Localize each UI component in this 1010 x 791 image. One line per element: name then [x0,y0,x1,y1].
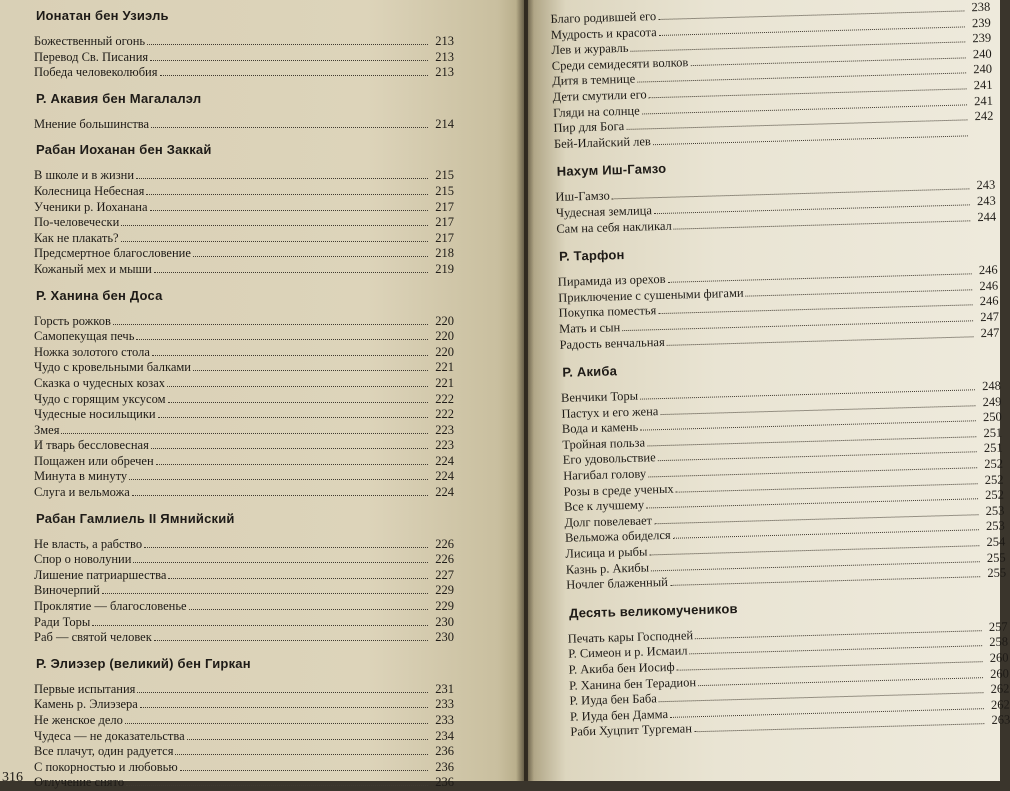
entry-title: Горсть рожков [34,313,111,328]
dot-leader [102,593,428,594]
entry-page-number: 221 [435,375,454,390]
dot-leader [180,770,428,771]
entry-title: Раб — святой человек [34,630,152,645]
entry-page-number: 244 [977,209,997,224]
toc-entry [34,485,454,501]
entry-title: Пастух и его жена [561,403,659,421]
entry-page-number: 250 [982,409,1002,425]
entry-title: Пощажен или обречен [34,453,154,468]
toc-entry [34,65,454,81]
entry-page-number: 229 [435,583,454,598]
entry-page-number: 220 [435,344,454,359]
entry-page-number: 238 [971,0,991,15]
toc-entry [34,246,454,262]
entry-title: Среди семидесяти волков [551,54,689,73]
entry-title: Вода и камень [561,419,639,437]
toc-entry [34,200,454,216]
entry-title: Р. Акиба бен Иосиф [568,659,675,677]
toc-entry [34,34,454,50]
section-title: Рабан Гамлиель II Ямнийский [36,510,235,526]
entry-title: Благо родившей его [550,9,657,26]
page-number: 316 [2,770,23,785]
section-title: Р. Акиба [562,363,618,380]
dot-leader [132,495,428,496]
entry-title: Первые испытания [34,681,136,696]
toc-entry [34,454,454,470]
section-title: Рабан Иоханан бен Заккай [36,142,212,158]
entry-title: Сказка о чудесных козах [34,375,166,390]
entry-page-number: 254 [986,534,1006,550]
right-contents-column [550,0,1010,741]
entry-page-number: 224 [435,453,454,468]
entry-title: Казнь р. Акибы [565,560,650,577]
section-title: Р. Элиэзер (великий) бен Гиркан [36,655,251,671]
entry-page-number: 220 [435,329,454,344]
entry-page-number: 253 [985,503,1005,518]
entry-page-number: 223 [435,422,454,437]
toc-entry [34,599,454,615]
entry-page-number: 246 [979,278,999,293]
entry-page-number: 241 [973,93,994,108]
toc-entry [34,215,454,231]
entry-page-number: 242 [974,108,994,124]
entry-title: Змея [34,422,60,437]
entry-title: Мать и сын [558,320,621,336]
toc-entry [34,713,454,729]
entry-page-number: 213 [435,34,454,48]
dot-leader [61,433,428,434]
entry-page-number: 252 [984,487,1005,503]
entry-title: Р. Иуда бен Баба [569,691,658,708]
entry-page-number: 224 [435,485,454,500]
entry-page-number: 234 [435,728,454,743]
entry-title: Проклятие — благословенье [34,599,187,614]
entry-title: Чудесная землица [555,203,653,220]
dot-leader [168,402,428,403]
toc-entry [34,682,454,698]
entry-page-number: 217 [435,230,454,245]
entry-title: Мнение большинства [34,116,150,131]
entry-title: Перевод Св. Писания [34,49,149,64]
dot-leader [168,578,428,579]
entry-title: Камень р. Элиэзера [34,697,138,712]
section-title: Десять великомучеников [568,600,738,621]
section-title: Ионатан бен Узиэль [36,8,169,23]
entry-title: Покупка поместья [558,303,657,321]
dot-leader [129,479,428,480]
entry-page-number: 253 [985,518,1006,534]
entry-page-number: 255 [987,565,1007,581]
toc-entry [34,537,454,553]
dot-leader [175,754,428,755]
entry-page-number: 251 [983,441,1003,456]
entry-title: Долг повелевает [564,513,653,530]
entry-page-number: 224 [435,469,454,484]
dot-leader [126,785,428,786]
entry-title: Розы в среде ученых [563,481,674,499]
entry-page-number: 236 [435,775,454,790]
section-title: Р. Акавия бен Магалалэл [36,90,202,106]
toc-entry [34,568,454,584]
section-title: Р. Ханина бен Доса [36,287,163,303]
entry-page-number: 215 [435,168,454,183]
entry-title: Лев и журавль [551,41,629,58]
entry-title: Ночлег блаженный [566,575,669,592]
entry-title: Лишение патриаршества [34,567,167,582]
toc-entry [34,469,454,485]
entry-page-number: 227 [435,567,454,582]
entry-title: Мудрость и красота [550,24,657,42]
right-page [528,0,1010,781]
toc-entry [34,615,454,631]
dot-leader [92,625,428,626]
dot-leader [136,339,428,340]
toc-entry [34,438,454,454]
entry-title: Отлучение снято [34,775,125,790]
dot-leader [167,386,428,387]
entry-page-number: 223 [435,438,454,453]
entry-title: Божественный огонь [34,34,146,48]
dot-leader [694,724,984,733]
dot-leader [150,210,428,211]
entry-page-number: 222 [435,407,454,422]
entry-page-number: 246 [978,262,998,278]
dot-leader [144,547,428,548]
entry-page-number: 255 [986,550,1006,565]
dot-leader [151,127,428,128]
entry-page-number: 260 [989,666,1010,681]
entry-page-number: 248 [981,378,1002,394]
toc-entry [34,407,454,423]
entry-title: Дети смутили его [552,87,647,104]
entry-page-number: 260 [989,650,1009,665]
entry-title: Приключение с сушеными фигами [558,285,744,305]
entry-page-number: 220 [435,313,454,328]
entry-page-number: 247 [980,309,1000,325]
entry-page-number: 236 [435,744,454,759]
dot-leader [152,355,428,356]
entry-page-number: 243 [976,177,996,193]
dot-leader [158,417,428,418]
entry-title: Р. Симеон и р. Исмаил [568,643,688,662]
entry-title: Чудеса — не доказательства [34,728,185,743]
entry-title: Победа человеколюбия [34,65,158,80]
book-gutter [516,0,534,781]
dot-leader [187,739,428,740]
section-title: Р. Тарфон [558,247,625,264]
toc-entry [34,345,454,361]
entry-page-number: 230 [435,614,454,629]
entry-page-number: 236 [435,759,454,774]
toc-entry [34,583,454,599]
entry-page-number: 213 [435,65,454,80]
entry-title: Тройная польза [562,435,646,452]
toc-entry [34,552,454,568]
entry-page-number: 233 [435,697,454,712]
toc-entry [34,760,454,776]
entry-page-number: 217 [435,199,454,214]
entry-title: Р. Ханина бен Терадион [568,674,697,693]
toc-entry [34,775,454,791]
dot-leader [150,60,428,61]
entry-page-number: 249 [982,394,1002,409]
dot-leader [147,44,428,45]
entry-title: Чудо с кровельными балками [34,360,191,375]
entry-title: И тварь бессловесная [34,438,149,453]
entry-page-number: 257 [988,619,1008,634]
dot-leader [156,464,428,465]
entry-title: Все к лучшему [563,497,645,515]
entry-page-number: 262 [990,697,1010,712]
dot-leader [146,194,428,195]
dot-leader [136,178,428,179]
entry-title: Нагибал голову [563,466,647,483]
toc-entry [34,392,454,408]
entry-title: Ножка золотого стола [34,344,150,359]
entry-title: Не женское дело [34,713,123,727]
entry-title: Как не плакать? [34,230,119,245]
dot-leader [193,256,428,257]
entry-page-number: 262 [990,681,1010,697]
entry-title: Пир для Бога [553,119,625,136]
entry-title: Предсмертное благословение [34,246,191,261]
entry-page-number: 226 [435,552,454,567]
entry-page-number: 247 [980,325,1000,340]
entry-title: Сам на себя накликал [556,218,672,236]
dot-leader [154,272,428,273]
entry-title: Его удовольствие [562,450,656,468]
entry-page-number: 233 [435,713,454,727]
entry-page-number: 239 [972,30,992,46]
dot-leader [133,562,428,563]
toc-entry [34,262,454,278]
toc-entry [34,697,454,713]
entry-title: Вельможа обиделся [564,528,671,546]
entry-title: Самопекущая печь [34,329,135,344]
entry-title: Виночерпий [34,583,100,598]
section-title: Нахум Иш-Гамзо [556,161,667,180]
dot-leader [189,609,428,610]
toc-entry [34,744,454,760]
entry-page-number: 213 [435,49,454,64]
entry-title: По-человечески [34,215,120,230]
entry-title: Не власть, а рабство [34,536,143,551]
entry-title: Бей-Илайский лев [553,133,652,151]
entry-title: С покорностью и любовью [34,759,178,774]
entry-page-number: 251 [983,425,1003,440]
toc-entry [34,360,454,376]
toc-entry [34,50,454,66]
entry-page-number: 240 [973,62,993,77]
entry-title: Кожаный мех и мыши [34,261,152,276]
entry-page-number: 217 [435,215,454,230]
dot-leader [121,241,428,242]
entry-page-number: 240 [972,46,992,61]
toc-entry [34,117,454,133]
toc-entry [34,376,454,392]
entry-title: Ради Торы [34,614,91,629]
entry-title: Гляди на солнце [552,103,640,120]
toc-entry [34,329,454,345]
entry-page-number: 219 [435,261,454,276]
entry-title: Печать кары Господней [567,628,694,646]
entry-title: В школе и в жизни [34,168,135,183]
entry-page-number: 243 [976,193,996,209]
toc-entry [34,423,454,439]
entry-page-number [970,135,994,136]
entry-title: Чудесные носильщики [34,407,156,422]
entry-title: Р. Иуда бен Дамма [569,706,669,724]
entry-page-number: 239 [971,15,991,30]
entry-title: Иш-Гамзо [555,188,610,205]
entry-page-number: 246 [979,293,999,309]
entry-title: Раби Хуцпит Тургеман [570,721,693,740]
entry-page-number: 252 [984,472,1004,487]
dot-leader [125,723,428,724]
entry-page-number: 218 [435,246,454,261]
entry-page-number: 252 [984,456,1004,472]
entry-title: Спор о новолунии [34,552,132,567]
dot-leader [113,324,428,325]
entry-title: Дитя в темнице [552,72,636,89]
entry-title: Слуга и вельможа [34,485,130,500]
dot-leader [140,707,428,708]
entry-page-number: 230 [435,630,454,645]
entry-title: Пирамида из орехов [557,272,666,290]
entry-page-number: 263 [991,712,1010,728]
entry-page-number: 231 [435,681,454,696]
toc-entry [34,630,454,646]
entry-page-number: 214 [435,116,454,131]
entry-page-number: 226 [435,536,454,551]
entry-page-number: 229 [435,599,454,614]
entry-title: Венчики Торы [560,388,639,405]
toc-entry [34,231,454,247]
entry-page-number: 222 [435,391,454,406]
toc-entry [34,168,454,184]
toc-entry [34,314,454,330]
entry-title: Чудо с горящим уксусом [34,391,166,406]
dot-leader [137,692,428,693]
entry-title: Минута в минуту [34,469,128,484]
left-contents-column [34,6,454,791]
entry-page-number: 215 [435,183,454,198]
dot-leader [160,75,429,76]
dot-leader [193,370,428,371]
dot-leader [151,448,428,449]
entry-title: Колесница Небесная [34,183,145,198]
entry-title: Все плачут, один радуется [34,744,174,759]
entry-title: Лисица и рыбы [565,544,648,561]
dot-leader [121,225,428,226]
toc-entry [34,184,454,200]
dot-leader [154,640,428,641]
entry-title: Радость венчальная [559,334,665,352]
entry-title: Ученики р. Иоханана [34,199,148,214]
entry-page-number: 221 [435,360,454,375]
toc-entry [34,729,454,745]
entry-page-number: 258 [989,634,1009,650]
entry-page-number: 241 [973,77,993,93]
